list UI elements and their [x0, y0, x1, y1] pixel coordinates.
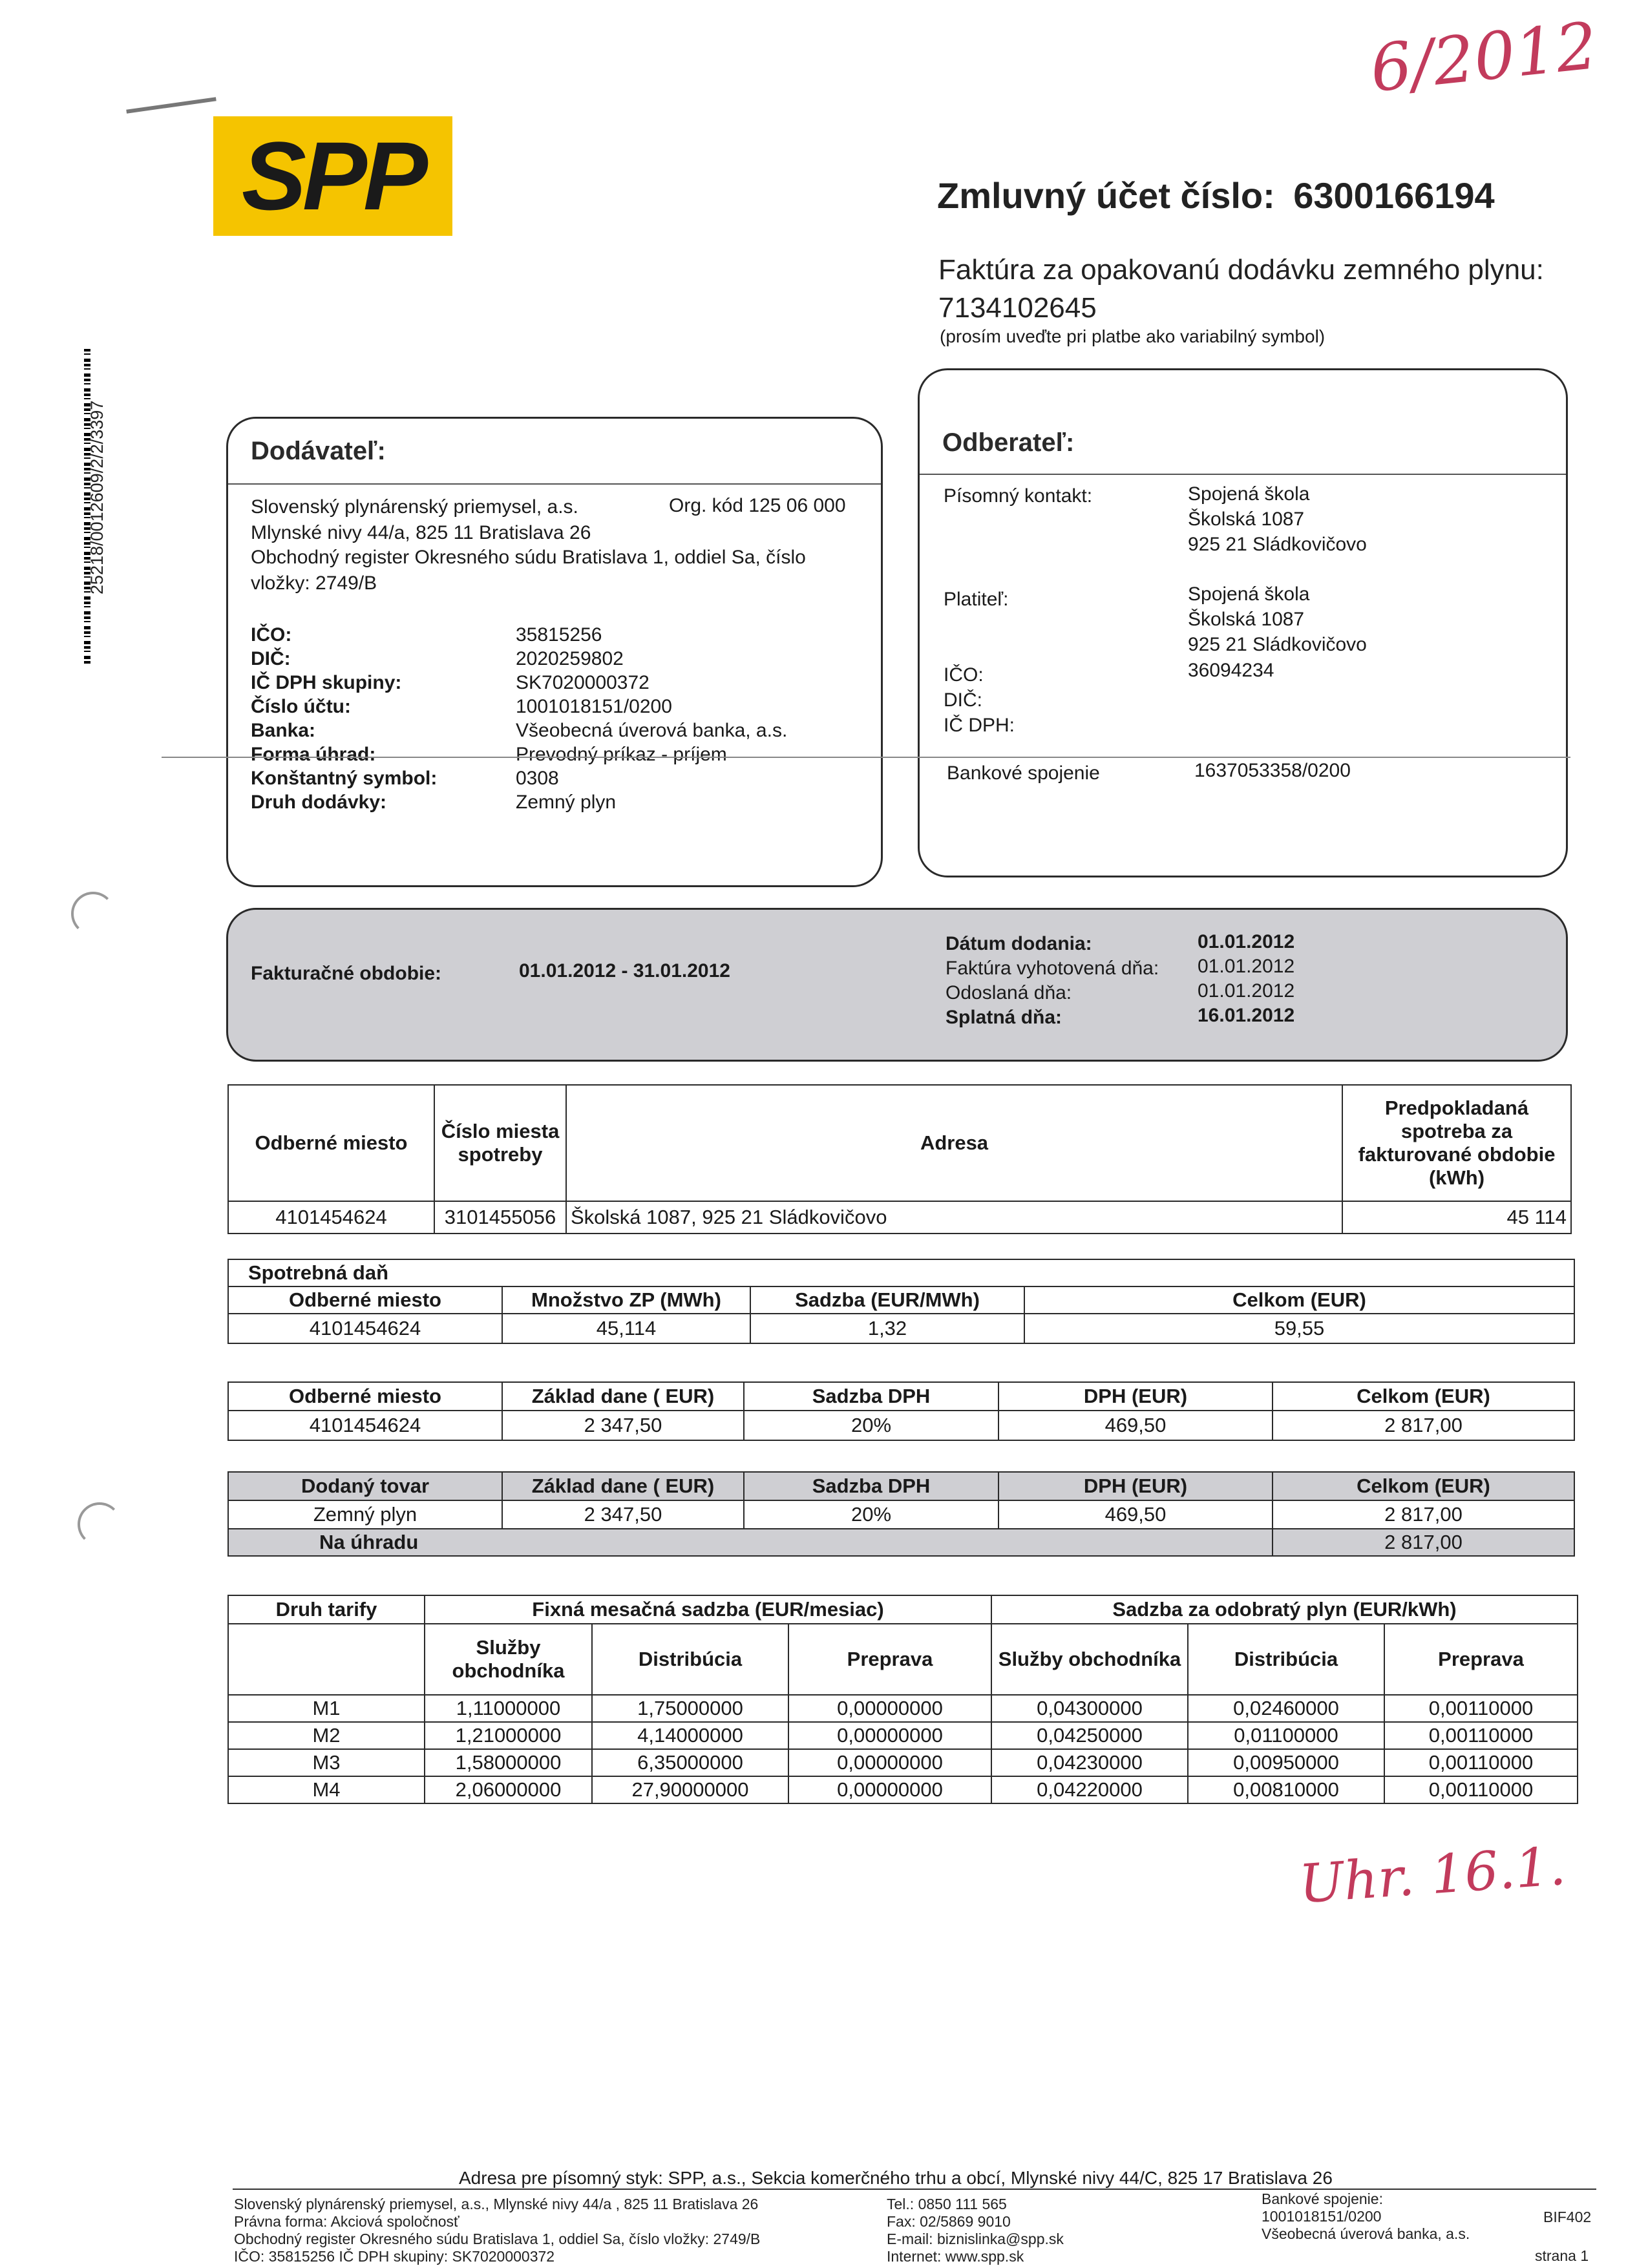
- footer-company: [234, 2196, 760, 2265]
- supplier-box: [226, 417, 883, 887]
- field-label: Banka:: [251, 720, 316, 741]
- handwritten-date: 6/2012: [1366, 7, 1601, 107]
- col-header: Fixná mesačná sadzba (EUR/mesiac): [425, 1595, 991, 1624]
- supplier-field: [251, 768, 865, 792]
- cell: 469,50: [998, 1411, 1273, 1440]
- cell: 59,55: [1024, 1314, 1574, 1343]
- table-row: [228, 1500, 1574, 1529]
- supplier-org-code: Org. kód 125 06 000: [669, 495, 846, 516]
- field-label: IČO:: [251, 624, 292, 646]
- footer-line: Tel.: 0850 111 565: [887, 2196, 1007, 2212]
- excise-header-row: [228, 1286, 1574, 1314]
- footer-line: Slovenský plynárenský priemysel, a.s., Mlynské nivy 44/a , 825 11 Bratislava 26: [234, 2196, 759, 2212]
- col-header: Množstvo ZP (MWh): [502, 1286, 750, 1314]
- empty-cell: [228, 1624, 425, 1695]
- punch-hole-top: [71, 892, 115, 936]
- spp-logo: [213, 116, 452, 236]
- footer-line: Obchodný register Okresného súdu Bratislava 1, oddiel Sa, číslo vložky: 2749/B: [234, 2231, 761, 2247]
- contact-line: 925 21 Sládkovičovo: [1188, 534, 1367, 555]
- col-header: Základ dane ( EUR): [502, 1472, 744, 1500]
- cell: 0,04220000: [991, 1776, 1188, 1803]
- field-value: 35815256: [516, 624, 602, 646]
- col-header: Služby obchodníka: [991, 1624, 1188, 1695]
- tariff-table: [227, 1595, 1578, 1804]
- col-header: Sadzba za odobratý plyn (EUR/kWh): [991, 1595, 1578, 1624]
- field-value: Zemný plyn: [516, 792, 617, 813]
- footer-line: Všeobecná úverová banka, a.s.: [1262, 2225, 1470, 2242]
- supplier-field: [251, 792, 865, 815]
- customer-divider: [920, 474, 1566, 475]
- col-header: Odberné miesto: [228, 1382, 502, 1411]
- col-header: Celkom (EUR): [1273, 1472, 1574, 1500]
- cell: 1,75000000: [592, 1695, 788, 1722]
- customer-bank: 1637053358/0200: [1194, 760, 1351, 781]
- field-label: Konštantný symbol:: [251, 768, 438, 789]
- supplier-address: Mlynské nivy 44/a, 825 11 Bratislava 26: [251, 522, 591, 543]
- footer-address: Adresa pre písomný styk: SPP, a.s., Sekcia komerčného trhu a obcí, Mlynské nivy 44/C, 825 17 Bratislava 26: [459, 2168, 1333, 2188]
- amount-due-label: Na úhradu: [228, 1529, 1273, 1556]
- supplier-fields: [251, 624, 865, 815]
- table-row: [228, 1411, 1574, 1440]
- staple-mark: [126, 97, 216, 113]
- cell: 0,04250000: [991, 1722, 1188, 1749]
- footer-line: 1001018151/0200: [1262, 2208, 1382, 2225]
- cell: Školská 1087, 925 21 Sládkovičovo: [566, 1201, 1342, 1234]
- col-header: Celkom (EUR): [1024, 1286, 1574, 1314]
- tariff-subheader-row: [228, 1624, 1578, 1695]
- table-row: [228, 1695, 1578, 1722]
- col-header: Adresa: [566, 1085, 1342, 1201]
- col-header: Odberné miesto: [228, 1286, 502, 1314]
- contact-line: Školská 1087: [1188, 509, 1305, 530]
- cell: 0,01100000: [1188, 1722, 1384, 1749]
- place-table: [227, 1084, 1572, 1234]
- account-header: [937, 174, 1495, 216]
- page-number: strana 1: [1535, 2247, 1589, 2264]
- cell: 0,00110000: [1384, 1749, 1578, 1776]
- supplier-field: [251, 720, 865, 744]
- cell: 0,04300000: [991, 1695, 1188, 1722]
- cell: Zemný plyn: [228, 1500, 502, 1529]
- cell: 4101454624: [228, 1201, 434, 1234]
- contact-label: Písomný kontakt:: [944, 485, 1093, 507]
- contact-line: Spojená škola: [1188, 483, 1310, 505]
- vat-table: [227, 1381, 1575, 1441]
- footer-line: Internet: www.spp.sk: [887, 2248, 1024, 2265]
- col-header: Preprava: [788, 1624, 991, 1695]
- delivery-date: 01.01.2012: [1198, 931, 1295, 952]
- field-value: Prevodný príkaz - príjem: [516, 744, 727, 765]
- cell: 4101454624: [228, 1314, 502, 1343]
- logo-text: SPP: [241, 121, 425, 230]
- place-header-row: [228, 1085, 1571, 1201]
- supplier-register-2: vložky: 2749/B: [251, 572, 377, 594]
- customer-ico-label: IČO:: [944, 664, 984, 686]
- cell: 6,35000000: [592, 1749, 788, 1776]
- cell: 0,00950000: [1188, 1749, 1384, 1776]
- cell: 1,32: [750, 1314, 1024, 1343]
- punch-hole-bottom: [78, 1502, 121, 1546]
- cell: 2,06000000: [425, 1776, 592, 1803]
- footer-line: IČO: 35815256 IČ DPH skupiny: SK7020000372: [234, 2248, 555, 2265]
- cell: M4: [228, 1776, 425, 1803]
- col-header: Sadzba DPH: [744, 1472, 998, 1500]
- col-header: Preprava: [1384, 1624, 1578, 1695]
- cell: 0,00000000: [788, 1695, 991, 1722]
- footer-line: E-mail: biznislinka@spp.sk: [887, 2231, 1064, 2247]
- invoice-title: Faktúra za opakovanú dodávku zemného plynu:: [938, 254, 1544, 286]
- excise-title: Spotrebná daň: [228, 1259, 1574, 1286]
- supplier-divider: [228, 483, 881, 485]
- field-label: Forma úhrad:: [251, 744, 376, 765]
- side-code: 25218/0012609/2/2/3397: [87, 400, 107, 595]
- footer-line: Právna forma: Akciová spoločnosť: [234, 2213, 460, 2230]
- cell: 45,114: [502, 1314, 750, 1343]
- cell: M3: [228, 1749, 425, 1776]
- col-header: Základ dane ( EUR): [502, 1382, 744, 1411]
- payer-line: Školská 1087: [1188, 609, 1305, 630]
- footer-contacts: [887, 2196, 1064, 2265]
- delivery-date-label: Dátum dodania:: [945, 933, 1092, 954]
- cell: 469,50: [998, 1500, 1273, 1529]
- table-row: [228, 1201, 1571, 1234]
- field-label: Druh dodávky:: [251, 792, 387, 813]
- customer-title: Odberateľ:: [942, 428, 1075, 457]
- footer-bank: [1262, 2190, 1470, 2243]
- col-header: Odberné miesto: [228, 1085, 434, 1201]
- sent-date-label: Odoslaná dňa:: [945, 982, 1072, 1003]
- field-label: IČ DPH skupiny:: [251, 672, 402, 693]
- customer-icdph-label: IČ DPH:: [944, 715, 1015, 736]
- supplier-field: [251, 672, 865, 696]
- footer-line: Fax: 02/5869 9010: [887, 2213, 1011, 2230]
- col-header: Druh tarify: [228, 1595, 425, 1624]
- col-header: Služby obchodníka: [425, 1624, 592, 1695]
- customer-box: [918, 368, 1568, 877]
- cell: 0,00000000: [788, 1749, 991, 1776]
- cell: 0,00000000: [788, 1776, 991, 1803]
- supplier-field: [251, 648, 865, 672]
- supplier-title: Dodávateľ:: [251, 437, 386, 465]
- cell: 2 347,50: [502, 1500, 744, 1529]
- cell: 3101455056: [434, 1201, 566, 1234]
- cell: 4101454624: [228, 1411, 502, 1440]
- cell: 2 347,50: [502, 1411, 744, 1440]
- col-header: Sadzba (EUR/MWh): [750, 1286, 1024, 1314]
- excise-title-row: [228, 1259, 1574, 1286]
- period-box: [226, 908, 1568, 1062]
- due-date-label: Splatná dňa:: [945, 1007, 1062, 1028]
- period-label: Fakturačné obdobie:: [251, 963, 442, 984]
- col-header: Distribúcia: [592, 1624, 788, 1695]
- footer-line: Bankové spojenie:: [1262, 2190, 1383, 2207]
- field-value: 1001018151/0200: [516, 696, 672, 717]
- field-value: 0308: [516, 768, 559, 789]
- table-row: [228, 1314, 1574, 1343]
- cell: 0,04230000: [991, 1749, 1188, 1776]
- cell: 20%: [744, 1500, 998, 1529]
- handwritten-payment-note: Uhr. 16.1.: [1297, 1835, 1568, 1916]
- cell: 20%: [744, 1411, 998, 1440]
- supplier-name: Slovenský plynárenský priemysel, a.s.: [251, 496, 578, 518]
- cell: 1,21000000: [425, 1722, 592, 1749]
- amount-due-row: [228, 1529, 1574, 1556]
- amount-due: 2 817,00: [1273, 1529, 1574, 1556]
- field-value: SK7020000372: [516, 672, 650, 693]
- vat-header-row: [228, 1382, 1574, 1411]
- invoice-number: 7134102645: [938, 292, 1097, 324]
- form-code: BIF402: [1543, 2209, 1592, 2225]
- payer-line: 925 21 Sládkovičovo: [1188, 634, 1367, 655]
- cell: 1,11000000: [425, 1695, 592, 1722]
- excise-table: [227, 1259, 1575, 1344]
- field-label: Číslo účtu:: [251, 696, 351, 717]
- cell: 0,00000000: [788, 1722, 991, 1749]
- payer-line: Spojená škola: [1188, 583, 1310, 605]
- table-row: [228, 1749, 1578, 1776]
- customer-dic-label: DIČ:: [944, 689, 982, 711]
- col-header: DPH (EUR): [998, 1382, 1273, 1411]
- goods-header-row: [228, 1472, 1574, 1500]
- cell: 1,58000000: [425, 1749, 592, 1776]
- scan-line: [162, 757, 1570, 758]
- supplier-register: Obchodný register Okresného súdu Bratislava 1, oddiel Sa, číslo: [251, 547, 806, 568]
- tariff-header-row: [228, 1595, 1578, 1624]
- cell: M2: [228, 1722, 425, 1749]
- issue-date-label: Faktúra vyhotovená dňa:: [945, 958, 1159, 979]
- cell: 45 114: [1342, 1201, 1571, 1234]
- account-label: Zmluvný účet číslo:: [937, 175, 1275, 216]
- customer-bank-label: Bankové spojenie: [947, 762, 1100, 784]
- supplier-field: [251, 624, 865, 648]
- cell: 27,90000000: [592, 1776, 788, 1803]
- col-header: Sadzba DPH: [744, 1382, 998, 1411]
- goods-table: [227, 1471, 1575, 1557]
- cell: M1: [228, 1695, 425, 1722]
- invoice-note: (prosím uveďte pri platbe ako variabilný symbol): [940, 326, 1326, 346]
- supplier-field: [251, 696, 865, 720]
- col-header: Predpokladaná spotreba za fakturované obdobie (kWh): [1342, 1085, 1571, 1201]
- period-value: 01.01.2012 - 31.01.2012: [519, 960, 730, 982]
- col-header: Číslo miesta spotreby: [434, 1085, 566, 1201]
- due-date: 16.01.2012: [1198, 1005, 1295, 1026]
- cell: 2 817,00: [1273, 1411, 1574, 1440]
- footer-rule: [233, 2189, 1596, 2190]
- issue-date: 01.01.2012: [1198, 956, 1295, 977]
- cell: 0,00110000: [1384, 1695, 1578, 1722]
- col-header: Dodaný tovar: [228, 1472, 502, 1500]
- account-number: 6300166194: [1293, 175, 1495, 216]
- col-header: Celkom (EUR): [1273, 1382, 1574, 1411]
- field-value: Všeobecná úverová banka, a.s.: [516, 720, 788, 741]
- field-label: DIČ:: [251, 648, 291, 669]
- cell: 0,00810000: [1188, 1776, 1384, 1803]
- cell: 0,02460000: [1188, 1695, 1384, 1722]
- col-header: DPH (EUR): [998, 1472, 1273, 1500]
- col-header: Distribúcia: [1188, 1624, 1384, 1695]
- cell: 2 817,00: [1273, 1500, 1574, 1529]
- sent-date: 01.01.2012: [1198, 980, 1295, 1002]
- cell: 0,00110000: [1384, 1776, 1578, 1803]
- payer-label: Platiteľ:: [944, 589, 1009, 610]
- table-row: [228, 1722, 1578, 1749]
- supplier-field: [251, 744, 865, 768]
- cell: 4,14000000: [592, 1722, 788, 1749]
- cell: 0,00110000: [1384, 1722, 1578, 1749]
- customer-ico: 36094234: [1188, 660, 1274, 681]
- field-value: 2020259802: [516, 648, 624, 669]
- table-row: [228, 1776, 1578, 1803]
